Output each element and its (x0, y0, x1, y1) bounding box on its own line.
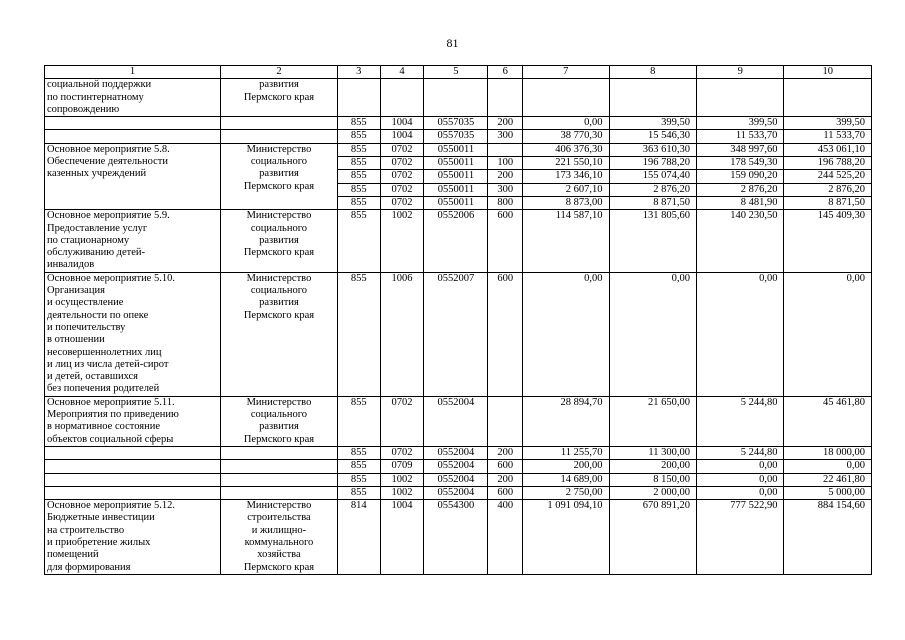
amount-col7-cell: 0,00 (523, 272, 609, 396)
column-number-header: 3 (337, 66, 380, 79)
target-article-cell: 0552006 (424, 210, 488, 272)
amount-col8-cell: 200,00 (609, 460, 696, 473)
column-number-row (45, 66, 872, 79)
amount-col7-cell: 0,00 (523, 117, 609, 130)
amount-col10-cell: 22 461,80 (784, 473, 872, 486)
activity-name-cell: Основное мероприятие 5.9. Предоставление услуг по стационарному обслуживанию детей- инвалидов (45, 210, 221, 272)
table-row (45, 396, 872, 446)
section-cell: 0702 (380, 170, 424, 183)
amount-col9-cell: 0,00 (696, 473, 783, 486)
amount-col8-cell: 155 074,40 (609, 170, 696, 183)
amount-col8-cell: 399,50 (609, 117, 696, 130)
executor-cell (220, 473, 337, 486)
section-cell: 1002 (380, 210, 424, 272)
activity-name-cell (45, 130, 221, 143)
table-row (45, 446, 872, 459)
amount-col8-cell: 8 150,00 (609, 473, 696, 486)
amount-col7-cell: 221 550,10 (523, 157, 609, 170)
section-cell: 0709 (380, 460, 424, 473)
amount-col8-cell: 196 788,20 (609, 157, 696, 170)
section-cell: 0702 (380, 396, 424, 446)
executor-cell: Министерство социального развития Пермского края (220, 396, 337, 446)
column-number-header: 9 (696, 66, 783, 79)
executor-cell: Министерство социального развития Пермского края (220, 210, 337, 272)
grbs-cell: 855 (337, 446, 380, 459)
activity-name-cell (45, 460, 221, 473)
grbs-cell: 855 (337, 210, 380, 272)
amount-col7-cell: 173 346,10 (523, 170, 609, 183)
amount-col7-cell: 406 376,30 (523, 143, 609, 156)
section-cell: 0702 (380, 157, 424, 170)
amount-col9-cell: 0,00 (696, 460, 783, 473)
amount-col9-cell: 0,00 (696, 272, 783, 396)
target-article-cell: 0552004 (424, 473, 488, 486)
activity-name-cell: социальной поддержки по постинтернатному сопровождению (45, 79, 221, 117)
column-number-header: 5 (424, 66, 488, 79)
expense-type-cell: 200 (488, 117, 523, 130)
section-cell (380, 79, 424, 117)
executor-cell (220, 460, 337, 473)
amount-col8-cell: 21 650,00 (609, 396, 696, 446)
target-article-cell: 0557035 (424, 130, 488, 143)
amount-col10-cell: 8 871,50 (784, 196, 872, 209)
expense-type-cell: 400 (488, 500, 523, 575)
amount-col10-cell: 453 061,10 (784, 143, 872, 156)
executor-cell: развития Пермского края (220, 79, 337, 117)
amount-col9-cell: 399,50 (696, 117, 783, 130)
target-article-cell: 0552004 (424, 486, 488, 499)
amount-col10-cell: 2 876,20 (784, 183, 872, 196)
amount-col10-cell: 884 154,60 (784, 500, 872, 575)
expense-type-cell: 200 (488, 170, 523, 183)
target-article-cell: 0550011 (424, 183, 488, 196)
expense-type-cell: 100 (488, 157, 523, 170)
amount-col10-cell: 0,00 (784, 272, 872, 396)
expense-type-cell (488, 143, 523, 156)
expense-type-cell: 300 (488, 130, 523, 143)
amount-col10-cell: 196 788,20 (784, 157, 872, 170)
expense-type-cell: 800 (488, 196, 523, 209)
section-cell: 1004 (380, 500, 424, 575)
target-article-cell (424, 79, 488, 117)
activity-name-cell (45, 473, 221, 486)
activity-name-cell (45, 486, 221, 499)
table-row (45, 272, 872, 396)
amount-col8-cell: 8 871,50 (609, 196, 696, 209)
amount-col7-cell: 2 750,00 (523, 486, 609, 499)
amount-col7-cell: 2 607,10 (523, 183, 609, 196)
target-article-cell: 0552007 (424, 272, 488, 396)
table-row (45, 117, 872, 130)
amount-col9-cell: 11 533,70 (696, 130, 783, 143)
table-row (45, 486, 872, 499)
section-cell: 1002 (380, 486, 424, 499)
column-number-header: 6 (488, 66, 523, 79)
amount-col7-cell: 8 873,00 (523, 196, 609, 209)
table-row (45, 143, 872, 156)
expense-type-cell: 600 (488, 210, 523, 272)
amount-col9-cell: 348 997,60 (696, 143, 783, 156)
target-article-cell: 0552004 (424, 460, 488, 473)
amount-col8-cell: 2 000,00 (609, 486, 696, 499)
amount-col10-cell: 5 000,00 (784, 486, 872, 499)
column-number-header: 10 (784, 66, 872, 79)
table-row (45, 130, 872, 143)
activity-name-cell: Основное мероприятие 5.10. Организация и осуществление деятельности по опеке и попечительству в отношении несовершеннолетних лиц и лиц из числа детей-сирот и детей, оставшихся без попечения родителей (45, 272, 221, 396)
table-row (45, 500, 872, 575)
amount-col9-cell: 5 244,80 (696, 446, 783, 459)
activity-name-cell (45, 117, 221, 130)
amount-col10-cell (784, 79, 872, 117)
amount-col9-cell: 777 522,90 (696, 500, 783, 575)
activity-name-cell (45, 446, 221, 459)
amount-col7-cell: 38 770,30 (523, 130, 609, 143)
section-cell: 1002 (380, 473, 424, 486)
amount-col10-cell: 11 533,70 (784, 130, 872, 143)
grbs-cell: 814 (337, 500, 380, 575)
target-article-cell: 0557035 (424, 117, 488, 130)
amount-col10-cell: 18 000,00 (784, 446, 872, 459)
section-cell: 1006 (380, 272, 424, 396)
amount-col10-cell: 0,00 (784, 460, 872, 473)
target-article-cell: 0552004 (424, 396, 488, 446)
target-article-cell: 0554300 (424, 500, 488, 575)
amount-col7-cell: 14 689,00 (523, 473, 609, 486)
amount-col7-cell: 1 091 094,10 (523, 500, 609, 575)
budget-table (44, 65, 872, 575)
amount-col8-cell: 15 546,30 (609, 130, 696, 143)
grbs-cell: 855 (337, 157, 380, 170)
column-number-header: 2 (220, 66, 337, 79)
amount-col8-cell: 2 876,20 (609, 183, 696, 196)
section-cell: 0702 (380, 183, 424, 196)
executor-cell (220, 117, 337, 130)
amount-col9-cell: 140 230,50 (696, 210, 783, 272)
amount-col7-cell: 114 587,10 (523, 210, 609, 272)
amount-col8-cell: 0,00 (609, 272, 696, 396)
amount-col10-cell: 145 409,30 (784, 210, 872, 272)
amount-col9-cell (696, 79, 783, 117)
amount-col8-cell: 11 300,00 (609, 446, 696, 459)
amount-col8-cell: 131 805,60 (609, 210, 696, 272)
section-cell: 0702 (380, 143, 424, 156)
activity-name-cell: Основное мероприятие 5.11. Мероприятия по приведению в нормативное состояние объектов социальной сферы (45, 396, 221, 446)
column-number-header: 4 (380, 66, 424, 79)
grbs-cell: 855 (337, 170, 380, 183)
target-article-cell: 0550011 (424, 157, 488, 170)
table-row (45, 460, 872, 473)
section-cell: 0702 (380, 446, 424, 459)
amount-col8-cell: 670 891,20 (609, 500, 696, 575)
executor-cell: Министерство социального развития Пермского края (220, 143, 337, 209)
amount-col9-cell: 178 549,30 (696, 157, 783, 170)
amount-col10-cell: 399,50 (784, 117, 872, 130)
amount-col9-cell: 5 244,80 (696, 396, 783, 446)
column-number-header: 1 (45, 66, 221, 79)
section-cell: 1004 (380, 130, 424, 143)
column-number-header: 8 (609, 66, 696, 79)
table-row (45, 210, 872, 272)
section-cell: 0702 (380, 196, 424, 209)
column-number-header: 7 (523, 66, 609, 79)
grbs-cell: 855 (337, 473, 380, 486)
amount-col7-cell: 11 255,70 (523, 446, 609, 459)
expense-type-cell: 600 (488, 460, 523, 473)
amount-col7-cell: 28 894,70 (523, 396, 609, 446)
grbs-cell: 855 (337, 130, 380, 143)
target-article-cell: 0550011 (424, 196, 488, 209)
amount-col10-cell: 244 525,20 (784, 170, 872, 183)
grbs-cell: 855 (337, 183, 380, 196)
amount-col8-cell (609, 79, 696, 117)
executor-cell: Министерство строительства и жилищно- коммунального хозяйства Пермского края (220, 500, 337, 575)
grbs-cell: 855 (337, 117, 380, 130)
target-article-cell: 0552004 (424, 446, 488, 459)
page-number: 81 (446, 36, 459, 50)
amount-col9-cell: 159 090,20 (696, 170, 783, 183)
grbs-cell: 855 (337, 396, 380, 446)
table-row (45, 79, 872, 117)
grbs-cell: 855 (337, 486, 380, 499)
grbs-cell (337, 79, 380, 117)
amount-col10-cell: 45 461,80 (784, 396, 872, 446)
amount-col9-cell: 8 481,90 (696, 196, 783, 209)
amount-col8-cell: 363 610,30 (609, 143, 696, 156)
expense-type-cell: 600 (488, 486, 523, 499)
executor-cell: Министерство социального развития Пермского края (220, 272, 337, 396)
expense-type-cell: 200 (488, 473, 523, 486)
expense-type-cell (488, 79, 523, 117)
executor-cell (220, 130, 337, 143)
executor-cell (220, 486, 337, 499)
amount-col9-cell: 0,00 (696, 486, 783, 499)
expense-type-cell: 200 (488, 446, 523, 459)
activity-name-cell: Основное мероприятие 5.8. Обеспечение деятельности казенных учреждений (45, 143, 221, 209)
grbs-cell: 855 (337, 143, 380, 156)
target-article-cell: 0550011 (424, 143, 488, 156)
amount-col7-cell (523, 79, 609, 117)
activity-name-cell: Основное мероприятие 5.12. Бюджетные инвестиции на строительство и приобретение жилых помещений для формирования (45, 500, 221, 575)
section-cell: 1004 (380, 117, 424, 130)
grbs-cell: 855 (337, 460, 380, 473)
table-row (45, 473, 872, 486)
expense-type-cell: 300 (488, 183, 523, 196)
grbs-cell: 855 (337, 272, 380, 396)
amount-col9-cell: 2 876,20 (696, 183, 783, 196)
executor-cell (220, 446, 337, 459)
target-article-cell: 0550011 (424, 170, 488, 183)
expense-type-cell: 600 (488, 272, 523, 396)
grbs-cell: 855 (337, 196, 380, 209)
amount-col7-cell: 200,00 (523, 460, 609, 473)
expense-type-cell (488, 396, 523, 446)
